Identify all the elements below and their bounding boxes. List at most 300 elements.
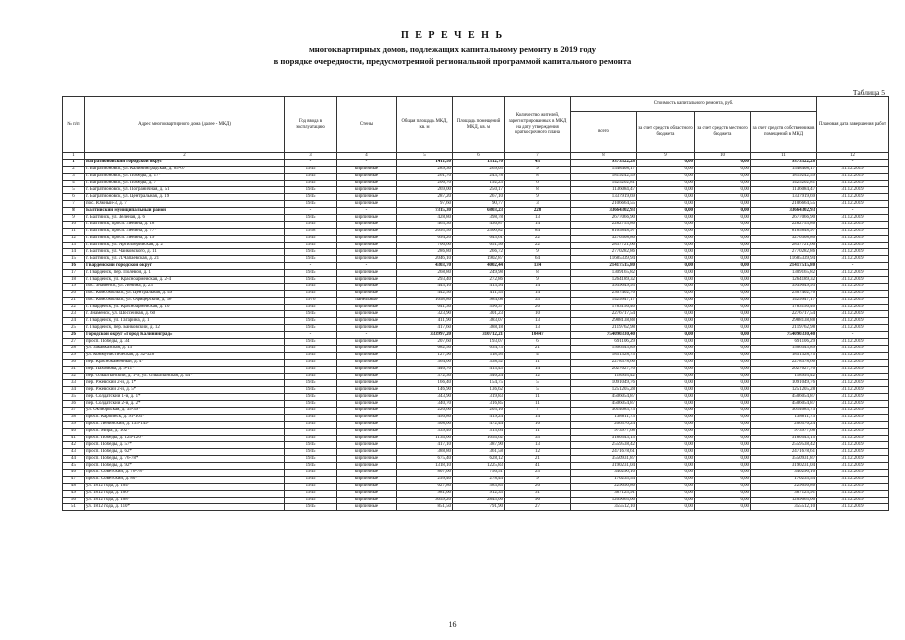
cost-total-cell: 33664302,93 xyxy=(571,208,637,215)
residents-cell: 9 xyxy=(505,249,571,256)
column-number: 3 xyxy=(285,153,337,160)
cost-regional-cell: 0,00 xyxy=(637,435,695,442)
year-cell: 1945 xyxy=(285,490,337,497)
deadline-cell: 31.12.2019 xyxy=(817,442,889,449)
address-cell: г. Знаменск, ул. Шоссейная, д. 60 xyxy=(85,311,285,318)
row-number: 20 xyxy=(63,290,85,297)
area-rooms-cell: 316,85 xyxy=(453,401,505,408)
year-cell: 1976 xyxy=(285,297,337,304)
table-row xyxy=(63,215,889,222)
residents-cell: 13 xyxy=(505,442,571,449)
cost-total-cell: 206576,24 xyxy=(571,421,637,428)
cost-owners-cell: 3270308,80 xyxy=(751,235,817,242)
area-rooms-cell: 415,43 xyxy=(453,366,505,373)
walls-cell: кирпичные xyxy=(337,401,397,408)
row-number: 6 xyxy=(63,194,85,201)
area-rooms-cell: 645,61 xyxy=(453,235,505,242)
cost-regional-cell: 0,00 xyxy=(637,497,695,504)
area-total-cell: 445,10 xyxy=(397,283,453,290)
residents-cell: 22 xyxy=(505,235,571,242)
area-total-cell: 694,20 xyxy=(397,235,453,242)
area-total-cell: 627,80 xyxy=(397,483,453,490)
area-rooms-cell: 250,17 xyxy=(453,187,505,194)
cost-local-cell: 0,00 xyxy=(695,456,751,463)
residents-cell: 9 xyxy=(505,166,571,173)
cost-local-cell: 0,00 xyxy=(695,235,751,242)
cost-local-cell: 0,00 xyxy=(695,428,751,435)
address-cell: г. Балтийск, ул. Артиллерийская, д. 2 xyxy=(85,242,285,249)
residents-cell: 10447 xyxy=(505,332,571,339)
deadline-cell: 31.12.2019 xyxy=(817,456,889,463)
cost-owners-cell: 2282753,86 xyxy=(751,221,817,228)
cost-local-cell: 0,00 xyxy=(695,387,751,394)
address-cell: ул. 1812 года, д. 106* xyxy=(85,490,285,497)
deadline-cell: 31.12.2019 xyxy=(817,173,889,180)
deadline-cell: 31.12.2019 xyxy=(817,242,889,249)
deadline-cell: 31.12.2019 xyxy=(817,180,889,187)
walls-cell: кирпичные xyxy=(337,339,397,346)
row-number: 14 xyxy=(63,249,85,256)
cost-total-cell: 170235,54 xyxy=(571,476,637,483)
walls-cell: - xyxy=(337,159,397,166)
residents-cell: 11 xyxy=(505,394,571,401)
area-rooms-cell: 338,52 xyxy=(453,359,505,366)
area-rooms-cell: 278,44 xyxy=(453,476,505,483)
area-total-cell: 1058,80 xyxy=(397,297,453,304)
cost-local-cell: 0,00 xyxy=(695,332,751,339)
cost-local-cell: 0,00 xyxy=(695,166,751,173)
cost-owners-cell: 33664302,93 xyxy=(751,208,817,215)
area-total-cell: 261,70 xyxy=(397,173,453,180)
cost-regional-cell: 0,00 xyxy=(637,332,695,339)
residents-cell: 14 xyxy=(505,366,571,373)
cost-owners-cell: 3550931,87 xyxy=(751,456,817,463)
area-rooms-cell: 1225,83 xyxy=(453,463,505,470)
address-cell: г. Багратионовск, ул. Победы, д. 7 xyxy=(85,180,285,187)
area-total-cell: 1318,10 xyxy=(397,463,453,470)
deadline-cell: 31.12.2019 xyxy=(817,463,889,470)
header-area-rooms: Площадь помещений МКД, кв. м xyxy=(453,97,505,153)
cost-regional-cell: 0,00 xyxy=(637,297,695,304)
walls-cell: кирпичные xyxy=(337,428,397,435)
table-row xyxy=(63,166,889,173)
area-rooms-cell: 269,05 xyxy=(453,166,505,173)
cost-owners-cell: 1819242,59 xyxy=(751,173,817,180)
row-number: 45 xyxy=(63,463,85,470)
deadline-cell: 31.12.2019 xyxy=(817,311,889,318)
walls-cell: кирпичные xyxy=(337,352,397,359)
area-rooms-cell: 315,64 xyxy=(453,428,505,435)
walls-cell: кирпичные xyxy=(337,497,397,504)
row-number: 31 xyxy=(63,366,85,373)
column-number: 1 xyxy=(63,153,85,160)
cost-local-cell: 0,00 xyxy=(695,469,751,476)
cost-owners-cell: 2106664,55 xyxy=(751,201,817,208)
area-rooms-cell: 419,24 xyxy=(453,414,505,421)
cost-owners-cell: 387125,91 xyxy=(751,490,817,497)
table-row xyxy=(63,311,889,318)
deadline-cell: 31.12.2019 xyxy=(817,325,889,332)
deadline-cell: 31.12.2019 xyxy=(817,166,889,173)
cost-total-cell: 1548408,17 xyxy=(571,166,637,173)
cost-total-cell: 1819242,59 xyxy=(571,173,637,180)
row-number: 2 xyxy=(63,166,85,173)
header-cost-local: за счет средств местного бюджета xyxy=(695,112,751,153)
area-total-cell: 268,80 xyxy=(397,270,453,277)
year-cell: 1945 xyxy=(285,366,337,373)
area-rooms-cell: 387,90 xyxy=(453,442,505,449)
address-cell: г. Балтийск, ул. Л.Чапаевская, д. 21 xyxy=(85,256,285,263)
cost-owners-cell: 2559538,42 xyxy=(751,442,817,449)
row-number: 1 xyxy=(63,159,85,166)
cost-owners-cell: 8165848,97 xyxy=(751,228,817,235)
deadline-cell: - xyxy=(817,159,889,166)
year-cell: 1945 xyxy=(285,242,337,249)
residents-cell: 14 xyxy=(505,290,571,297)
area-rooms-cell: 310712,21 xyxy=(453,332,505,339)
table-row xyxy=(63,380,889,387)
deadline-cell: 31.12.2019 xyxy=(817,373,889,380)
year-cell: 1945 xyxy=(285,394,337,401)
year-cell: 1945 xyxy=(285,414,337,421)
residents-cell: 6 xyxy=(505,180,571,187)
cost-regional-cell: 0,00 xyxy=(637,283,695,290)
row-number: 11 xyxy=(63,228,85,235)
cost-local-cell: 0,00 xyxy=(695,318,751,325)
deadline-cell: - xyxy=(817,208,889,215)
deadline-cell: 31.12.2019 xyxy=(817,201,889,208)
row-number: 42 xyxy=(63,442,85,449)
walls-cell: кирпичные xyxy=(337,215,397,222)
year-cell: - xyxy=(285,332,337,339)
residents-cell: 11 xyxy=(505,401,571,408)
address-cell: г. Гвардейск, ул. Гагарина, д. 1 xyxy=(85,318,285,325)
area-total-cell: 851,50 xyxy=(397,504,453,511)
address-cell: ул. 1812 года, д. 108* xyxy=(85,497,285,504)
deadline-cell: 31.12.2019 xyxy=(817,215,889,222)
cost-total-cell: 1337919,69 xyxy=(571,194,637,201)
cost-regional-cell: 0,00 xyxy=(637,318,695,325)
cost-local-cell: 0,00 xyxy=(695,304,751,311)
area-total-cell: 220,60 xyxy=(397,407,453,414)
residents-cell: 96 xyxy=(505,497,571,504)
area-rooms-cell: 205,16 xyxy=(453,407,505,414)
cost-total-cell: 340290,10 xyxy=(571,469,637,476)
deadline-cell: - xyxy=(817,332,889,339)
walls-cell: кирпичные xyxy=(337,325,397,332)
row-number: 43 xyxy=(63,449,85,456)
cost-owners-cell: 1548408,17 xyxy=(751,166,817,173)
walls-cell: кирпичные xyxy=(337,476,397,483)
cost-regional-cell: 0,00 xyxy=(637,325,695,332)
deadline-cell: 31.12.2019 xyxy=(817,345,889,352)
walls-cell: кирпичные xyxy=(337,256,397,263)
deadline-cell: 31.12.2019 xyxy=(817,504,889,511)
cost-regional-cell: 0,00 xyxy=(637,463,695,470)
table-row xyxy=(63,442,889,449)
cost-owners-cell: 1506345,89 xyxy=(751,345,817,352)
deadline-cell: 31.12.2019 xyxy=(817,476,889,483)
cost-total-cell: 21417515,80 xyxy=(571,263,637,270)
area-total-cell: 7315,30 xyxy=(397,208,453,215)
row-number: 26 xyxy=(63,332,85,339)
area-rooms-cell: 634,73 xyxy=(453,345,505,352)
residents-cell: 21 xyxy=(505,345,571,352)
table-row xyxy=(63,270,889,277)
column-number: 10 xyxy=(695,153,751,160)
cost-regional-cell: 0,00 xyxy=(637,373,695,380)
residents-cell: 228 xyxy=(505,208,571,215)
walls-cell: кирпичные xyxy=(337,483,397,490)
column-number: 2 xyxy=(85,153,285,160)
cost-owners-cell: 355512,10 xyxy=(751,504,817,511)
cost-owners-cell: 3939049,93 xyxy=(751,283,817,290)
address-cell: просп. Победы, д. 57* xyxy=(85,442,285,449)
walls-cell: кирпичные xyxy=(337,290,397,297)
area-rooms-cell: 596,37 xyxy=(453,304,505,311)
residents-cell: 41 xyxy=(505,463,571,470)
residents-cell: 9 xyxy=(505,194,571,201)
row-number: 3 xyxy=(63,173,85,180)
residents-cell: 33 xyxy=(505,297,571,304)
cost-owners-cell: 1337919,69 xyxy=(751,194,817,201)
cost-owners-cell: 1309165,82 xyxy=(751,270,817,277)
area-total-cell: 508,00 xyxy=(397,421,453,428)
residents-cell: 10 xyxy=(505,311,571,318)
residents-cell: 9 xyxy=(505,476,571,483)
year-cell: 1945 xyxy=(285,221,337,228)
cost-regional-cell: 0,00 xyxy=(637,263,695,270)
table-row xyxy=(63,290,889,297)
area-total-cell: 2695,50 xyxy=(397,228,453,235)
deadline-cell: 31.12.2019 xyxy=(817,449,889,456)
year-cell: 1945 xyxy=(285,311,337,318)
cost-owners-cell: 2307402,76 xyxy=(751,290,817,297)
residents-cell: 20 xyxy=(505,304,571,311)
table-row xyxy=(63,235,889,242)
cost-local-cell: 0,00 xyxy=(695,463,751,470)
area-rooms-cell: 984,68 xyxy=(453,297,505,304)
cost-total-cell: 2282753,86 xyxy=(571,221,637,228)
cost-owners-cell: 691106,29 xyxy=(751,339,817,346)
cost-owners-cell: 4506054,87 xyxy=(751,401,817,408)
area-rooms-cell: 346,24 xyxy=(453,373,505,380)
row-number: 44 xyxy=(63,456,85,463)
header-cost-group: Стоимость капитального ремонта, руб. xyxy=(571,97,817,112)
deadline-cell: 31.12.2019 xyxy=(817,414,889,421)
address-cell: просп. Советский, д. 76-78* xyxy=(85,469,285,476)
area-rooms-cell: 249,98 xyxy=(453,270,505,277)
table-row xyxy=(63,456,889,463)
cost-total-cell: 3270308,80 xyxy=(571,235,637,242)
cost-total-cell: 4506054,87 xyxy=(571,394,637,401)
header-cost-owners: за счет средств собственников помещений в МКД xyxy=(751,112,817,153)
area-rooms-cell: 791,90 xyxy=(453,504,505,511)
row-number: 51 xyxy=(63,504,85,511)
cost-local-cell: 0,00 xyxy=(695,366,751,373)
row-number: 40 xyxy=(63,428,85,435)
residents-cell: 43 xyxy=(505,159,571,166)
year-cell: 1945 xyxy=(285,359,337,366)
area-rooms-cell: 750,51 xyxy=(453,469,505,476)
table-row xyxy=(63,421,889,428)
cost-owners-cell: 170235,54 xyxy=(751,476,817,483)
year-cell: 1945 xyxy=(285,277,337,284)
row-number: 38 xyxy=(63,414,85,421)
year-cell: 1945 xyxy=(285,469,337,476)
table-row xyxy=(63,187,889,194)
walls-cell: кирпичные xyxy=(337,201,397,208)
cost-total-cell: 3180543,15 xyxy=(571,435,637,442)
year-cell: 1945 xyxy=(285,421,337,428)
cost-local-cell: 0,00 xyxy=(695,339,751,346)
cost-total-cell: 1091049,76 xyxy=(571,380,637,387)
cost-local-cell: 0,00 xyxy=(695,401,751,408)
deadline-cell: 31.12.2019 xyxy=(817,304,889,311)
year-cell: 1945 xyxy=(285,194,337,201)
area-total-cell: 1411,50 xyxy=(397,159,453,166)
cost-total-cell: 3190231,04 xyxy=(571,463,637,470)
row-number: 48 xyxy=(63,483,85,490)
area-total-cell: 364,00 xyxy=(397,359,453,366)
residents-cell: 12 xyxy=(505,373,571,380)
cost-regional-cell: 0,00 xyxy=(637,208,695,215)
cost-local-cell: 0,00 xyxy=(695,483,751,490)
address-cell: г. Гвардейск, пер. Банковский, д. 12 xyxy=(85,325,285,332)
column-number: 11 xyxy=(751,153,817,160)
address-cell: пос. Комсомольск, ул. Офицерский, д. 1е xyxy=(85,297,285,304)
deadline-cell: 31.12.2019 xyxy=(817,339,889,346)
area-rooms-cell: 6803,23 xyxy=(453,208,505,215)
area-total-cell: 206,70 xyxy=(397,180,453,187)
year-cell: 1945 xyxy=(285,373,337,380)
address-cell: просп. Победы, д. 62* xyxy=(85,449,285,456)
cost-total-cell: 4506054,87 xyxy=(571,401,637,408)
residents-cell: 5 xyxy=(505,380,571,387)
deadline-cell: 31.12.2019 xyxy=(817,352,889,359)
table-row xyxy=(63,366,889,373)
cost-local-cell: 0,00 xyxy=(695,290,751,297)
walls-cell: кирпичные xyxy=(337,359,397,366)
cost-total-cell: 1851328,75 xyxy=(571,352,637,359)
walls-cell: кирпичные xyxy=(337,242,397,249)
cost-local-cell: 0,00 xyxy=(695,490,751,497)
row-number: 4 xyxy=(63,180,85,187)
address-cell: г. Багратионовск, ул. Пограничная, д. 51 xyxy=(85,187,285,194)
area-total-cell: 428,80 xyxy=(397,215,453,222)
residents-cell: 20 xyxy=(505,483,571,490)
area-rooms-cell: 628,12 xyxy=(453,456,505,463)
residents-cell: 9 xyxy=(505,277,571,284)
residents-cell: 8 xyxy=(505,270,571,277)
cost-owners-cell: 1264189,32 xyxy=(751,277,817,284)
walls-cell: кирпичные xyxy=(337,318,397,325)
area-rooms-cell: 301,23 xyxy=(453,311,505,318)
area-rooms-cell: 430,87 xyxy=(453,221,505,228)
residents-cell: 64 xyxy=(505,256,571,263)
row-number: 47 xyxy=(63,476,85,483)
area-total-cell: 807,00 xyxy=(397,469,453,476)
address-cell: просп. Победы, д. 92* xyxy=(85,463,285,470)
cost-total-cell: 2471678,61 xyxy=(571,449,637,456)
cost-local-cell: 0,00 xyxy=(695,394,751,401)
year-cell: 1945 xyxy=(285,380,337,387)
walls-cell: кирпичные xyxy=(337,311,397,318)
table-row xyxy=(63,325,889,332)
address-cell: г. Гвардейск, пер. Полевой, д. 1 xyxy=(85,270,285,277)
walls-cell: кирпичные xyxy=(337,414,397,421)
row-number: 17 xyxy=(63,270,85,277)
residents-cell: 22 xyxy=(505,242,571,249)
address-cell: пер. Ольштынский, д. 1-9, ул. Ольштынская, д. 44* xyxy=(85,373,285,380)
area-rooms-cell: 472,44 xyxy=(453,421,505,428)
row-number: 27 xyxy=(63,339,85,346)
address-cell: г. Балтийск, просп. Ленина, д. 19 xyxy=(85,235,285,242)
deadline-cell: - xyxy=(817,263,889,270)
row-number: 8 xyxy=(63,208,85,215)
area-rooms-cell: 136,62 xyxy=(453,387,505,394)
cost-owners-cell: 206576,24 xyxy=(751,421,817,428)
deadline-cell: 31.12.2019 xyxy=(817,228,889,235)
address-cell: пер. Солдатский 1-й, д. 1* xyxy=(85,394,285,401)
address-cell: просп. Карпинск, д. 91-105* xyxy=(85,414,285,421)
table-row xyxy=(63,476,889,483)
cost-owners-cell: 2027627,70 xyxy=(751,366,817,373)
cost-regional-cell: 0,00 xyxy=(637,194,695,201)
repair-register-table xyxy=(62,96,889,511)
address-cell: пос. Знаменск, ул. Ленина, д. 23 xyxy=(85,283,285,290)
row-number: 46 xyxy=(63,469,85,476)
cost-total-cell: 118993,42 xyxy=(571,373,637,380)
year-cell: 1945 xyxy=(285,435,337,442)
cost-regional-cell: 0,00 xyxy=(637,449,695,456)
area-rooms-cell: 193,07 xyxy=(453,339,505,346)
walls-cell: кирпичные xyxy=(337,366,397,373)
walls-cell: кирпичные xyxy=(337,345,397,352)
deadline-cell: 31.12.2019 xyxy=(817,318,889,325)
table-row xyxy=(63,194,889,201)
cost-regional-cell: 0,00 xyxy=(637,166,695,173)
residents-cell: 11 xyxy=(505,428,571,435)
cost-owners-cell: 138611,73 xyxy=(751,414,817,421)
walls-cell: кирпичные xyxy=(337,283,397,290)
cost-local-cell: 0,00 xyxy=(695,270,751,277)
year-cell: 1945 xyxy=(285,166,337,173)
cost-local-cell: 0,00 xyxy=(695,373,751,380)
cost-regional-cell: 0,00 xyxy=(637,428,695,435)
cost-owners-cell: 2770282,86 xyxy=(751,249,817,256)
deadline-cell: 31.12.2019 xyxy=(817,407,889,414)
area-total-cell: 372,30 xyxy=(397,373,453,380)
year-cell: 1945 xyxy=(285,352,337,359)
row-number: 12 xyxy=(63,235,85,242)
cost-owners-cell: 1209065,00 xyxy=(751,497,817,504)
cost-regional-cell: 0,00 xyxy=(637,249,695,256)
column-number: 8 xyxy=(571,153,637,160)
year-cell: 1945 xyxy=(285,407,337,414)
year-cell: 1945 xyxy=(285,318,337,325)
area-total-cell: 343,90 xyxy=(397,394,453,401)
cost-regional-cell: 0,00 xyxy=(637,394,695,401)
area-rooms-cell: 411,53 xyxy=(453,290,505,297)
table-row xyxy=(63,414,889,421)
area-rooms-cell: 90,77 xyxy=(453,201,505,208)
area-total-cell: 417,60 xyxy=(397,325,453,332)
cost-local-cell: 0,00 xyxy=(695,256,751,263)
header-year: Год ввода в эксплуатацию xyxy=(285,97,337,153)
cost-local-cell: 0,00 xyxy=(695,325,751,332)
area-rooms-cell: 413,94 xyxy=(453,283,505,290)
